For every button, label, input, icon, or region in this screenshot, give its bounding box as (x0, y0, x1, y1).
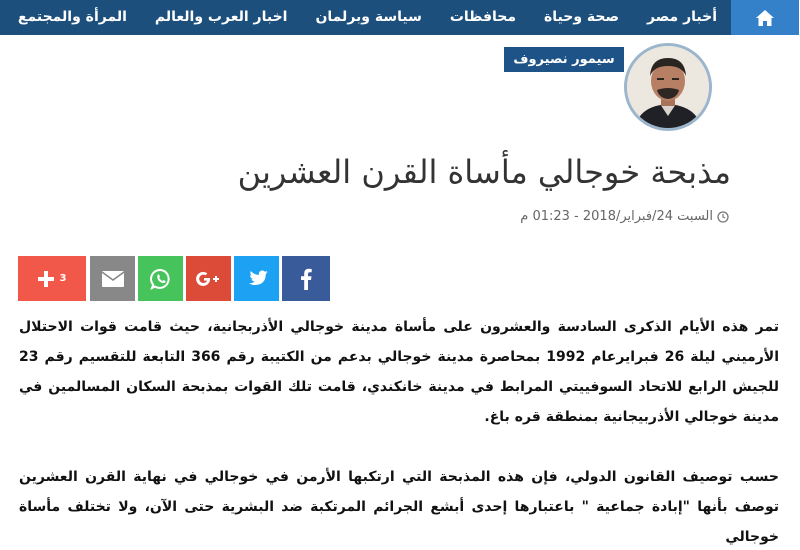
share-facebook-button[interactable] (283, 256, 331, 301)
facebook-icon (301, 268, 313, 290)
share-bar (19, 256, 331, 301)
article-paragraph: تمر هذه الأيام الذكرى السادسة والعشرون على مأساة مدينة خوجالي الأذربجانية، حيث قامت قوات الاحتلال الأرميني ليلة 26 فبرايرعام 1992 بمحاصرة مدينة خوجالي بدعم من الكتيبة رقم 366 التابعة للتقسيم رقم 23 للجيش الرابع للاتحاد السوفييتي المرابط في مدينة خانكندي، قامت تلك القوات بمذبحة السكان المسالمين في مدينة خوجالي الأذربيجانية بمنطقة قره باغ. (20, 319, 780, 425)
share-google-plus-button[interactable] (187, 256, 232, 301)
nav-item-women[interactable]: المرأة والمجتمع (18, 9, 128, 25)
whatsapp-icon (151, 268, 173, 290)
share-email-button[interactable] (91, 256, 136, 301)
article-meta (521, 209, 730, 224)
share-whatsapp-button[interactable] (139, 256, 184, 301)
google-plus-icon (197, 271, 223, 287)
share-more-button[interactable] (19, 256, 87, 301)
nav-item-health[interactable]: صحة وحياة (545, 9, 621, 25)
nav-item-sports[interactable] (0, 0, 5, 35)
share-twitter-button[interactable] (235, 256, 280, 301)
clock-icon (718, 211, 730, 223)
home-icon (756, 9, 776, 27)
nav-item-world-news[interactable]: اخبار العرب والعالم (155, 9, 289, 25)
twitter-icon (247, 270, 269, 288)
mail-icon (103, 271, 125, 287)
article-paragraph: حسب توصيف القانون الدولي، فإن هذه المذبحة التي ارتكبها الأرمن في خوجالي في نهاية القرن العشرين توصف بأنها "إبادة جماعية " باعتبارها إحدى أبشع الجرائم المرتكبة ضد البشرية حتى الآن، ولا تختلف مأساة خوجالي (20, 469, 780, 545)
share-count: 3 (60, 273, 68, 284)
nav-item-egypt-news[interactable]: أخبار مصر (648, 9, 718, 25)
top-nav (0, 0, 800, 35)
home-button[interactable] (732, 0, 800, 35)
share-plus-icon (39, 271, 55, 287)
nav-item-governorates[interactable]: محافظات (450, 9, 518, 25)
page-title: مذبحة خوجالي مأساة القرن العشرين (238, 153, 732, 191)
article-body (20, 312, 780, 550)
author-name[interactable]: سيمور نصيروف (505, 47, 625, 72)
nav-item-politics[interactable]: سياسة وبرلمان (316, 9, 423, 25)
author-photo[interactable] (625, 43, 713, 131)
author-avatar-image (628, 46, 710, 128)
article-date: السبت 24/فبراير/2018 - 01:23 م (521, 209, 714, 224)
